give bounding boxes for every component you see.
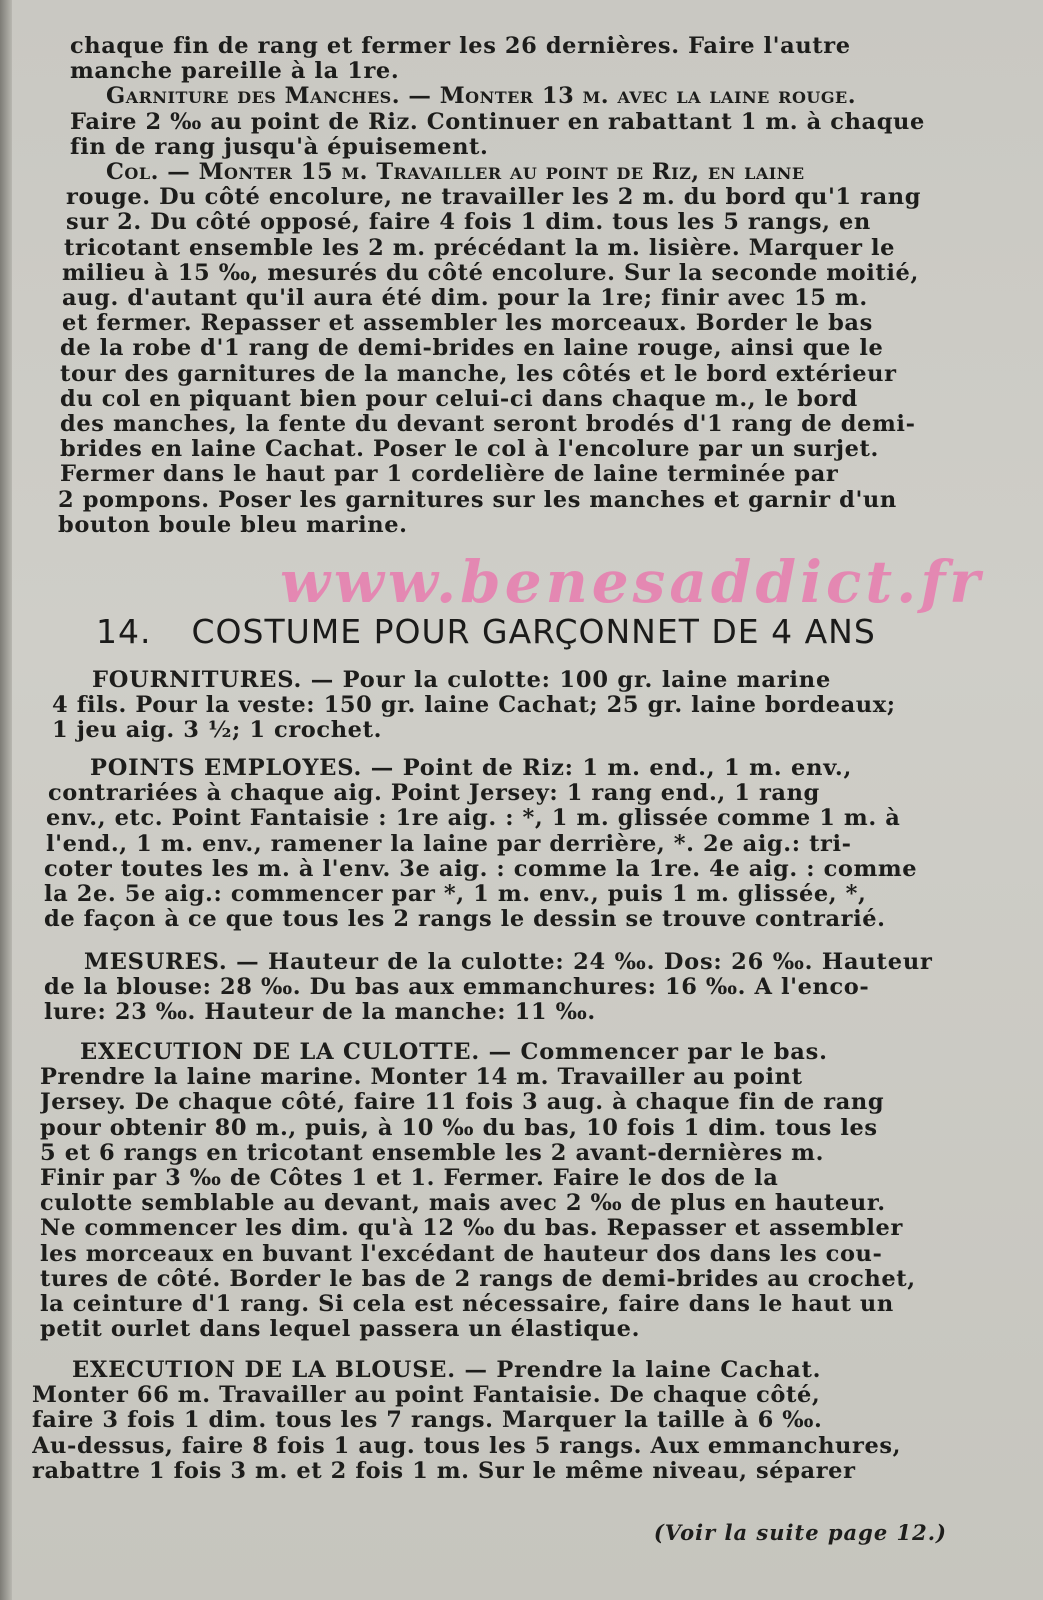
text-line: EXECUTION DE LA CULOTTE. — Commencer par le bas.: [80, 1040, 828, 1065]
text-line: Col. — Monter 15 m. Travailler au point de Riz, en laine: [106, 160, 805, 186]
text-line: MESURES. — Hauteur de la culotte: 24 ‰. Dos: 26 ‰. Hauteur: [84, 950, 933, 975]
text-line: rouge. Du côté encolure, ne travailler les 2 m. du bord qu'1 rang: [66, 185, 922, 211]
text-line: faire 3 fois 1 dim. tous les 7 rangs. Marquer la taille à 6 ‰.: [32, 1408, 823, 1434]
continued-note: (Voir la suite page 12.): [653, 1520, 947, 1545]
text-line: FOURNITURES. — Pour la culotte: 100 gr. laine marine: [92, 668, 832, 693]
text-line: et fermer. Repasser et assembler les morceaux. Border le bas: [62, 311, 873, 337]
text-line: la ceinture d'1 rang. Si cela est nécessaire, faire dans le haut un: [40, 1292, 894, 1318]
text-line: EXECUTION DE LA BLOUSE. — Prendre la laine Cachat.: [72, 1358, 822, 1383]
text-line: 4 fils. Pour la veste: 150 gr. laine Cachat; 25 gr. laine bordeaux;: [52, 693, 896, 719]
text-line: POINTS EMPLOYES. — Point de Riz: 1 m. end., 1 m. env.,: [90, 756, 853, 781]
paragraph-col: [44, 160, 1002, 538]
paragraph-points-employes: [44, 756, 1002, 932]
paragraph-execution-culotte: [40, 1040, 998, 1342]
text-line: milieu à 15 ‰, mesurés du côté encolure. Sur la seconde moitié,: [62, 260, 919, 286]
text-line: Prendre la laine marine. Monter 14 m. Travailler au point: [40, 1065, 803, 1091]
text-line: 2 pompons. Poser les garnitures sur les manches et garnir d'un: [58, 487, 897, 513]
text-line: de la robe d'1 rang de demi-brides en laine rouge, ainsi que le: [60, 336, 884, 362]
blouse-block: [32, 1358, 990, 1484]
text-line: bouton boule bleu marine.: [58, 512, 408, 538]
text-line: Fermer dans le haut par 1 cordelière de laine terminée par: [60, 462, 839, 488]
section-top-text: [44, 34, 1002, 538]
paragraph-execution-blouse: [32, 1358, 990, 1484]
text-line: sur 2. Du côté opposé, faire 4 fois 1 dim. tous les 5 rangs, en: [66, 210, 871, 236]
text-line: rabattre 1 fois 3 m. et 2 fois 1 m. Sur le même niveau, séparer: [32, 1458, 856, 1484]
text-line: pour obtenir 80 m., puis, à 10 ‰ du bas, 10 fois 1 dim. tous les: [40, 1115, 878, 1141]
text-line: la 2e. 5e aig.: commencer par *, 1 m. env., puis 1 m. glissée, *,: [44, 882, 867, 908]
text-line: tures de côté. Border le bas de 2 rangs de demi-brides au crochet,: [40, 1266, 916, 1292]
points-block: [44, 756, 1002, 932]
text-line: l'end., 1 m. env., ramener la laine par derrière, *. 2e aig.: tri-: [46, 831, 852, 857]
text-line: coter toutes les m. à l'env. 3e aig. : comme la 1re. 4e aig. : comme: [44, 856, 918, 882]
section-number: 14.: [96, 612, 152, 651]
page-edge-shadow: [0, 0, 12, 1600]
text-line: Au-dessus, faire 8 fois 1 aug. tous les 5 rangs. Aux emmanchures,: [32, 1433, 902, 1459]
text-line: les morceaux en buvant l'excédant de hauteur dos dans les cou-: [40, 1241, 883, 1267]
text-line: tour des garnitures de la manche, les côtés et le bord extérieur: [60, 361, 897, 387]
text-line: Ne commencer les dim. qu'à 12 ‰ du bas. Repasser et assembler: [40, 1216, 903, 1242]
text-line: env., etc. Point Fantaisie : 1re aig. : *, 1 m. glissée comme 1 m. à: [46, 806, 901, 832]
text-line: aug. d'autant qu'il aura été dim. pour la 1re; finir avec 15 m.: [62, 286, 868, 312]
text-line: culotte semblable au devant, mais avec 2 ‰ de plus en hauteur.: [40, 1191, 886, 1217]
text-line: brides en laine Cachat. Poser le col à l'encolure par un surjet.: [60, 437, 879, 463]
section-title: COSTUME POUR GARÇONNET DE 4 ANS: [191, 612, 876, 651]
text-line: contrariées à chaque aig. Point Jersey: 1 rang end., 1 rang: [48, 781, 820, 807]
text-line: manche pareille à la 1re.: [70, 59, 400, 85]
text-line: 1 jeu aig. 3 ½; 1 crochet.: [52, 718, 383, 744]
section-heading: [96, 612, 876, 651]
text-line: fin de rang jusqu'à épuisement.: [70, 134, 489, 160]
text-line: Garniture des Manches. — Monter 13 m. avec la laine rouge.: [106, 84, 857, 110]
text-line: 5 et 6 rangs en tricotant ensemble les 2 avant-dernières m.: [40, 1140, 825, 1166]
text-line: de la blouse: 28 ‰. Du bas aux emmanchures: 16 ‰. A l'enco-: [44, 975, 870, 1001]
text-line: du col en piquant bien pour celui-ci dans chaque m., le bord: [60, 386, 858, 412]
watermark: www.benesaddict.fr: [280, 548, 984, 616]
fournitures-block: [44, 668, 1002, 744]
paragraph-fournitures: [44, 668, 1002, 744]
text-line: petit ourlet dans lequel passera un élastique.: [40, 1317, 641, 1343]
paragraph-garniture-manches: [44, 84, 1002, 160]
text-line: Jersey. De chaque côté, faire 11 fois 3 aug. à chaque fin de rang: [40, 1090, 885, 1116]
text-line: lure: 23 ‰. Hauteur de la manche: 11 ‰.: [44, 1000, 596, 1026]
paragraph-mesures: [44, 950, 1002, 1026]
culotte-block: [40, 1040, 998, 1342]
text-line: Monter 66 m. Travailler au point Fantaisie. De chaque côté,: [32, 1383, 821, 1409]
text-line: Finir par 3 ‰ de Côtes 1 et 1. Fermer. Faire le dos de la: [40, 1166, 779, 1192]
mesures-block: [44, 950, 1002, 1026]
text-line: de façon à ce que tous les 2 rangs le dessin se trouve contrarié.: [44, 907, 886, 933]
paragraph-sleeve-end: [44, 34, 1002, 84]
text-line: tricotant ensemble les 2 m. précédant la m. lisière. Marquer le: [64, 235, 896, 261]
text-line: chaque fin de rang et fermer les 26 dernières. Faire l'autre: [70, 34, 851, 59]
text-line: des manches, la fente du devant seront brodés d'1 rang de demi-: [60, 412, 916, 438]
text-line: Faire 2 ‰ au point de Riz. Continuer en rabattant 1 m. à chaque: [70, 109, 925, 135]
